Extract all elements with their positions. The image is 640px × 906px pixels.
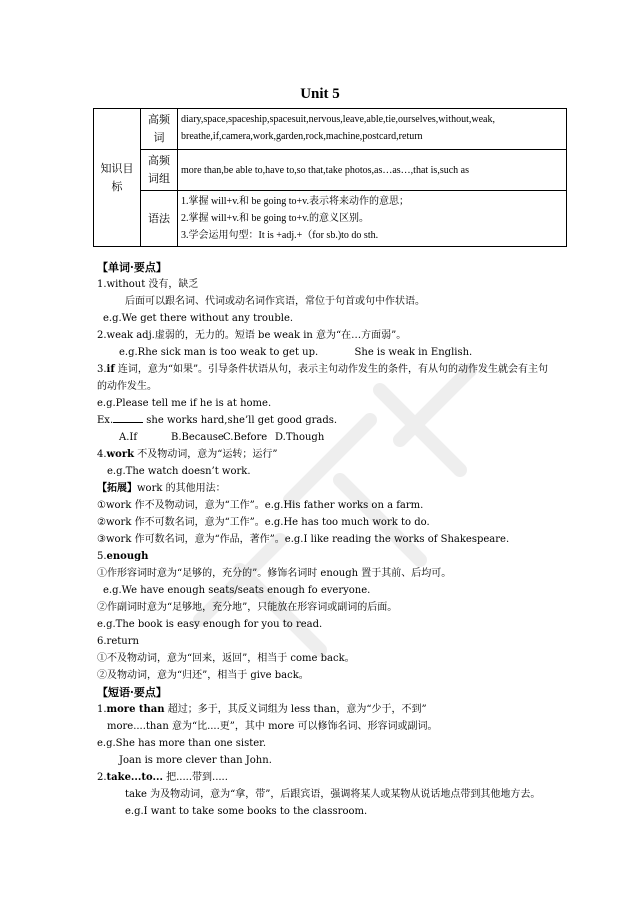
option-b: B.Because xyxy=(171,432,224,443)
entry-number: 3. xyxy=(97,364,107,375)
content-line: diary,space,spaceship,spacesuit,nervous,leave,able,tie,ourselves,without,weak, xyxy=(181,114,495,125)
entry-number: 1. xyxy=(97,704,107,715)
entry-text: 超过；多于，其反义词组为 less than，意为“少于，不到” xyxy=(164,704,427,715)
exercise-question xyxy=(97,412,557,429)
objectives-table xyxy=(93,108,567,247)
usage-item: ①作形容词时意为“足够的，充分的”。修饰名词时 enough 置于其前、后均可。 xyxy=(97,568,452,579)
content-cell xyxy=(178,150,567,191)
extension-item: ③work 作可数名词，意为“作品，著作”。e.g.I like reading the works of Shakespeare. xyxy=(97,534,510,545)
exercise-text: she works hard,she’ll get good grads. xyxy=(143,415,338,426)
entry-heading xyxy=(97,548,557,565)
content-line: breathe,if,camera,work,garden,rock,machine,postcard,return xyxy=(181,131,423,142)
entry-heading xyxy=(97,446,557,463)
entry-heading: 6.return xyxy=(97,636,139,647)
entry-note: 后面可以跟名词、代词或动名词作宾语，常位于句首或句中作状语。 xyxy=(125,296,425,307)
entry-number: 4. xyxy=(97,449,107,460)
objectives-header xyxy=(94,109,141,247)
entry-note: more....than 意为“比....更”，其中 more 可以修饰名词、形容词或副词。 xyxy=(107,721,438,732)
entry-word: work xyxy=(106,449,135,460)
example-sentence: e.g.Rhe sick man is too weak to get up. xyxy=(119,347,319,358)
extension-text: work 的其他用法： xyxy=(137,483,226,494)
example-sentence: e.g.We have enough seats/seats enough fo everyone. xyxy=(103,585,371,596)
entry-heading xyxy=(97,769,557,786)
table-row xyxy=(94,191,567,247)
option-a: A.If xyxy=(119,432,138,443)
table-row xyxy=(94,150,567,191)
content-line: more than,be able to,have to,so that,take photos,as…as…,that is,such as xyxy=(181,164,469,176)
section-heading: 【短语·要点】 xyxy=(97,686,167,699)
example-sentence: e.g.The watch doesn’t work. xyxy=(107,466,251,477)
example-sentence: She is weak in English. xyxy=(354,347,473,358)
objectives-header-text: 知识目标 xyxy=(100,161,134,193)
example-sentence: e.g.We get there without any trouble. xyxy=(103,313,294,324)
example-sentence: e.g.She has more than one sister. xyxy=(97,738,267,749)
entry-heading xyxy=(97,701,557,718)
entry-heading xyxy=(97,361,557,395)
category-cell xyxy=(141,109,178,150)
exercise-prefix: Ex. xyxy=(97,415,114,426)
content-line: 3.学会运用句型：It is +adj.+（for sb.)to do sth. xyxy=(181,230,379,241)
extension-item: ②work 作不可数名词，意为“工作”。e.g.He has too much work to do. xyxy=(97,517,430,528)
example-sentence: e.g.Please tell me if he is at home. xyxy=(97,398,272,409)
category-label: 高频词组 xyxy=(148,154,170,185)
entry-number: 2. xyxy=(97,772,107,783)
entry-note: take 为及物动词，意为“拿，带”，后跟宾语，强调将某人或某物从说话地点带到其他地方去。e.g.I want to take some books to the classroom. xyxy=(125,789,541,817)
page-title: Unit 5 xyxy=(300,86,340,102)
option-c: C.Before xyxy=(223,432,268,443)
category-label: 高频词 xyxy=(148,113,170,144)
entry-word: take...to... xyxy=(106,772,163,783)
answer-blank xyxy=(113,412,143,423)
example-line xyxy=(97,344,557,361)
usage-item: ②作副词时意为“足够地，充分地”，只能放在形容词或副词的后面。 xyxy=(97,602,398,613)
entry-word: if xyxy=(106,364,115,375)
example-sentence: e.g.The book is easy enough for you to read. xyxy=(97,619,323,630)
entry-text: 把.....带到..... xyxy=(162,772,228,783)
entry-heading: 1.without 没有，缺乏 xyxy=(97,279,199,290)
entry-text: 不及物动词，意为“运转；运行” xyxy=(134,449,278,460)
content-cell xyxy=(178,191,567,247)
extension-heading xyxy=(97,480,557,497)
content-cell xyxy=(178,109,567,150)
entry-text: 连词，意为“如果”。引导条件状语从句，表示主句动作发生的条件，有从句的动作发生就会有主句的动作发生。 xyxy=(97,364,549,392)
extension-item: ①work 作不及物动词，意为“工作”。e.g.His father works on a farm. xyxy=(97,500,424,511)
entry-word: more than xyxy=(106,704,165,715)
document-body xyxy=(97,259,557,820)
section-heading: 【单词·要点】 xyxy=(97,261,167,274)
exercise-options xyxy=(97,429,557,446)
entry-word: enough xyxy=(106,551,149,562)
entry-number: 5. xyxy=(97,551,107,562)
usage-item: ②及物动词，意为“归还”，相当于 give back。 xyxy=(97,670,309,681)
table-row xyxy=(94,109,567,150)
example-sentence: Joan is more clever than John. xyxy=(119,755,272,766)
extension-title: 【拓展】 xyxy=(97,483,137,494)
category-cell xyxy=(141,191,178,247)
category-label: 语法 xyxy=(148,211,170,225)
option-d: D.Though xyxy=(275,432,325,443)
content-line: 2.掌握 will+v.和 be going to+v.的意义区别。 xyxy=(181,213,370,224)
entry-heading: 2.weak adj.虚弱的，无力的。短语 be weak in 意为“在…方面弱”。 xyxy=(97,330,407,341)
content-line: 1.掌握 will+v.和 be going to+v.表示将来动作的意思； xyxy=(181,196,410,207)
usage-item: ①不及物动词，意为“回来，返回”，相当于 come back。 xyxy=(97,653,355,664)
category-cell xyxy=(141,150,178,191)
